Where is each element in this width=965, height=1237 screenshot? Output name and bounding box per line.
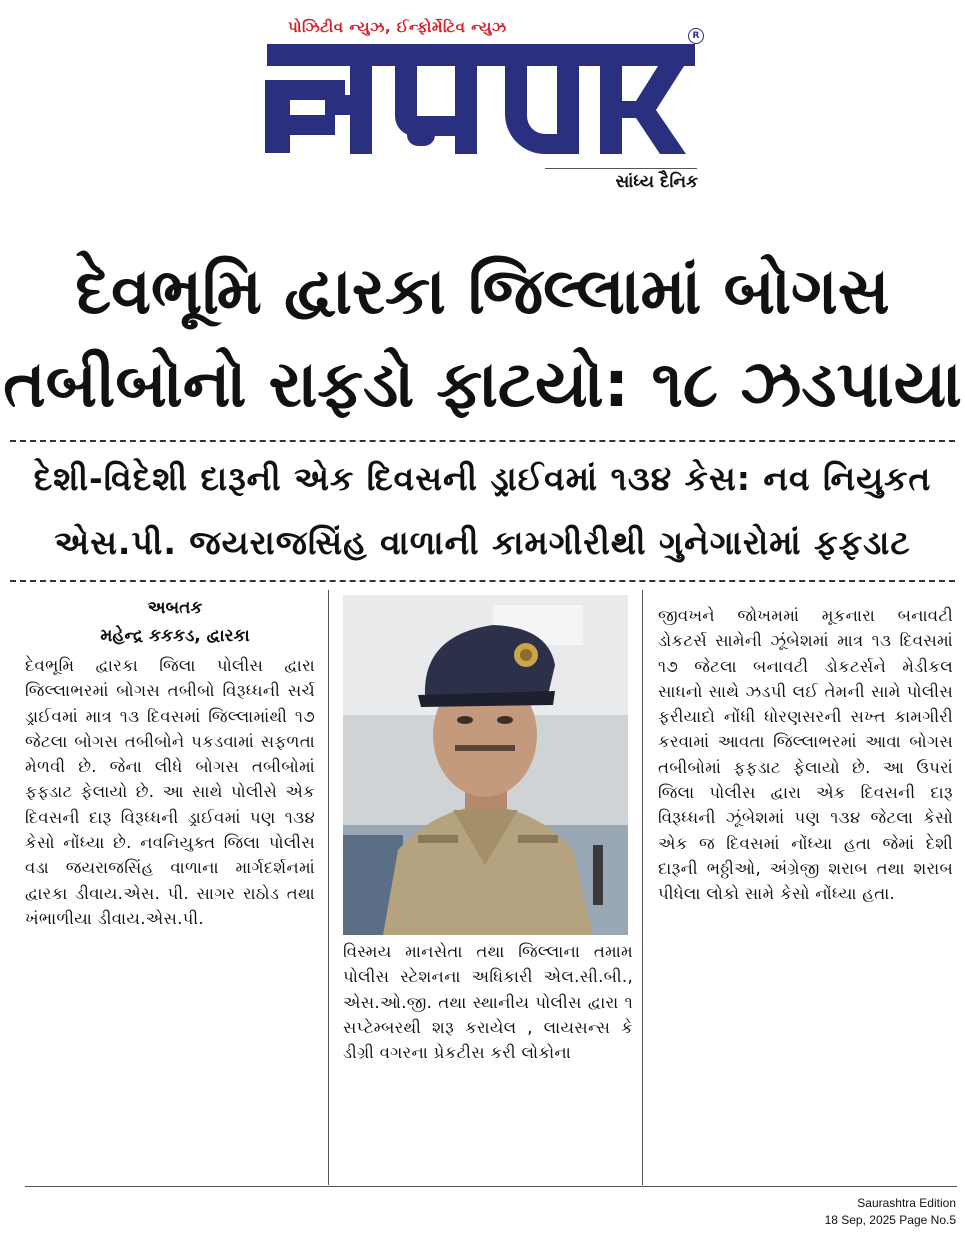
masthead-tagline: પોઝિટીવ ન્યુઝ, ઈન્ફોર્મેટિવ ન્યુઝ [288,18,507,36]
edition-name: Saurashtra Edition [857,1196,956,1210]
dashed-divider [10,440,955,442]
column-divider [328,590,329,1185]
abtak-logo [255,40,700,158]
dashed-divider [10,580,955,582]
headline-line-2: તબીબોનો રાફડો ફાટયો: ૧૮ ઝડપાયા [3,348,962,422]
column-divider [642,590,643,1185]
registered-trademark-icon: R [688,28,704,44]
masthead-subtitle: સાંધ્ય દૈનિક [615,172,698,192]
article-column-3 [658,603,953,907]
article-column-3-text: જીવખને જોખમમાં મૂકનારા બનાવટી ડોકટર્સ સામેની ઝૂંબેશમાં માત્ર ૧૩ દિવસમાં ૧૭ જેટલા બનાવટી ડોકટર્સને મેડીકલ સાધનો સાથે ઝડપી લઈ તેમની સામે પોલીસ ફરીયાદો નોંધી ધોરણસરની સખ્ત કામગીરી કરવામાં આવતા જિલ્લાભરમાં આવા બોગસ તબીબોમાં ફફડાટ ફેલાયો છે. આ ઉપરાં જિલા પોલીસ દ્વારા એક દિવસની દારૂ વિરૂધ્ધની ઝૂંબેશમાં પણ ૧૩૪ જેટલા કેસો એક જ દિવસમાં નોંધ્યા હતા જેમાં દેશી દારૂની ભઠ્ઠીઓ, અંગ્રેજી શરાબ તથા શરાબ પીધેલા લોકો સામે કેસો નોંધ્યા હતા. [658,606,953,904]
edition-info [760,1195,956,1229]
headline-line-1: દેવભૂમિ દ્વારકા જિલ્લામાં બોગસ [75,255,890,329]
subheadline-line-2: એસ.પી. જયરાજસિંહ વાળાની કામગીરીથી ગુનેગારોમાં ફફડાટ [54,523,911,562]
byline-source: અબતક [147,598,203,618]
article-column-2-text: વિસ્મય માનસેતા તથા જિલ્લાના તમામ પોલીસ સ્ટેશનના અધિકારી એલ.સી.બી., એસ.ઓ.જી. તથા સ્થાનીય પોલીસ દ્વારા ૧ સપ્ટેમ્બરથી શરૂ કરાયેલ , લાયસન્સ કે ડીગ્રી વગરના પ્રેકટીસ કરી લોકોના [343,942,633,1063]
subheadline-line-1: દેશી-વિદેશી દારૂની એક દિવસની ડ્રાઈવમાં ૧૩૪ કેસ: નવ નિયુકત [33,459,932,498]
masthead-rule [545,168,697,169]
article-column-1-text: દેવભૂમિ દ્વારકા જિલા પોલીસ દ્વારા જિલ્લાભરમાં બોગસ તબીબો વિરૂધ્ધની સર્ચ ડ્રાઈવમાં માત્ર ૧૩ દિવસમાં જિલ્લામાંથી ૧૭ જેટલા બોગસ તબીબોને પકડવામાં સફળતા મેળવી છે. જેના લીધે બોગસ તબીબોમાં ફફડાટ ફેલાયો છે. આ સાથે પોલીસે એક દિવસની દારૂ વિરૂધ્ધની ડ્રાઈવમાં પણ ૧૩૪ કેસો નોંધ્યા છે. નવનિયુક્ત જિલા પોલીસ વડા જયરાજસિંહ વાળાના માર્ગદર્શનમાં દ્વારકા ડીવાય.એસ. પી. સાગર રાઠોડ તથા ખંભાળીયા ડીવાય.એસ.પી. [25,656,315,928]
article-column-1 [25,653,315,931]
edition-date-page: 18 Sep, 2025 Page No.5 [824,1213,956,1227]
footer-rule [25,1186,957,1187]
officer-photo [343,595,628,935]
byline-author: મહેન્દ્ર કકકડ, દ્વારકા [100,626,250,646]
article-column-2 [343,939,633,1065]
